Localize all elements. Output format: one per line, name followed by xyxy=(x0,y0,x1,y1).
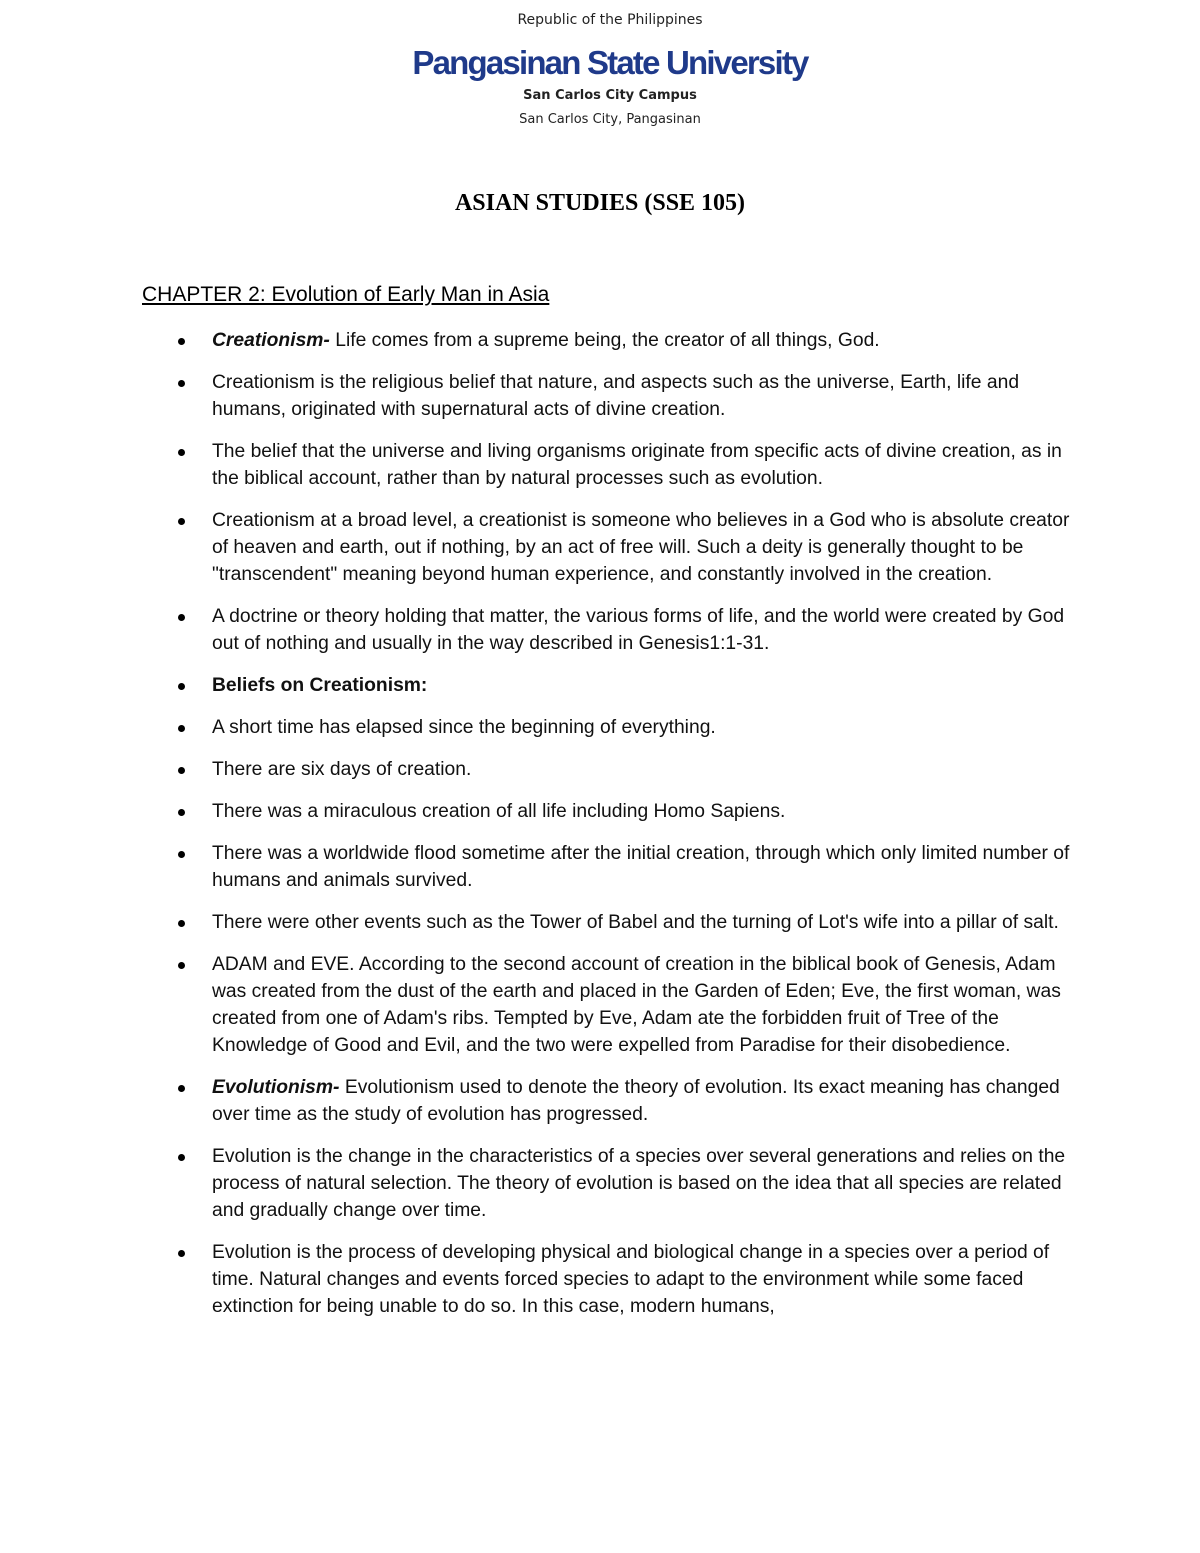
chapter-heading: CHAPTER 2: Evolution of Early Man in Asia xyxy=(142,283,550,306)
list-item xyxy=(142,909,1072,936)
list-item xyxy=(142,714,1072,741)
list-item xyxy=(142,951,1072,1059)
item-text: Creationism is the religious belief that nature, and aspects such as the universe, Earth, life and humans, originated with supernatural acts of divine creation. xyxy=(212,372,1020,420)
bullet-icon xyxy=(178,725,185,732)
item-text: The belief that the universe and living organisms originate from specific acts of divine creation, as in the biblical account, rather than by natural processes such as evolution. xyxy=(212,441,1062,489)
item-text: There was a worldwide flood sometime after the initial creation, through which only limited number of humans and animals survived. xyxy=(212,843,1070,891)
bullet-icon xyxy=(178,1250,185,1257)
list-item xyxy=(142,1239,1072,1320)
bullet-icon xyxy=(178,683,185,690)
item-text: A short time has elapsed since the beginning of everything. xyxy=(212,717,716,738)
bullet-icon xyxy=(178,767,185,774)
item-text: Evolution is the process of developing physical and biological change in a species over a period of time. Natural changes and events forced species to adapt to the environment while some faced extinction for being unable to do so. In this case, modern humans, xyxy=(212,1242,1050,1317)
letterhead-city: San Carlos City, Pangasinan xyxy=(519,112,701,127)
bullet-list xyxy=(142,327,1072,1335)
list-item xyxy=(142,507,1072,588)
item-text: There were other events such as the Tower of Babel and the turning of Lot's wife into a pillar of salt. xyxy=(212,912,1059,933)
term-label: Evolutionism- xyxy=(212,1077,340,1098)
list-item xyxy=(142,798,1072,825)
item-text: Evolutionism used to denote the theory of evolution. Its exact meaning has changed over time as the study of evolution has progressed. xyxy=(212,1077,1060,1125)
list-item xyxy=(142,1074,1072,1128)
list-item xyxy=(142,327,1072,354)
bullet-icon xyxy=(178,1085,185,1092)
university-letterhead xyxy=(330,8,890,128)
letterhead-campus: San Carlos City Campus xyxy=(523,88,697,103)
list-item xyxy=(142,756,1072,783)
bullet-icon xyxy=(178,380,185,387)
list-item xyxy=(142,438,1072,492)
bullet-icon xyxy=(178,338,185,345)
bullet-icon xyxy=(178,809,185,816)
term-label: Creationism- xyxy=(212,330,330,351)
list-item xyxy=(142,840,1072,894)
section-label: Beliefs on Creationism: xyxy=(212,675,428,696)
item-text: Life comes from a supreme being, the creator of all things, God. xyxy=(329,330,880,351)
bullet-icon xyxy=(178,518,185,525)
list-item xyxy=(142,1143,1072,1224)
list-item xyxy=(142,672,1072,699)
item-text: Evolution is the change in the characteristics of a species over several generations and relies on the process of natural selection. The theory of evolution is based on the idea that all species are related and gradually change over time. xyxy=(212,1146,1066,1221)
bullet-icon xyxy=(178,962,185,969)
item-text: There are six days of creation. xyxy=(212,759,472,780)
item-text: There was a miraculous creation of all life including Homo Sapiens. xyxy=(212,801,786,822)
course-title: ASIAN STUDIES (SSE 105) xyxy=(454,190,746,216)
bullet-icon xyxy=(178,614,185,621)
item-text: ADAM and EVE. According to the second account of creation in the biblical book of Genesis, Adam was created from the dust of the earth and placed in the Garden of Eden; Eve, the first woman, was created from one of Adam's ribs. Tempted by Eve, Adam ate the forbidden fruit of Tree of the Knowledge of Good and Evil, and the two were expelled from Paradise for their disobedience. xyxy=(212,954,1061,1056)
letterhead-university-name: Pangasinan State University xyxy=(412,44,808,81)
bullet-icon xyxy=(178,851,185,858)
list-item xyxy=(142,369,1072,423)
item-text: Creationism at a broad level, a creationist is someone who believes in a God who is absolute creator of heaven and earth, out if nothing, by an act of free will. Such a deity is generally thought to be "transcendent" meaning beyond human experience, and constantly involved in the creation. xyxy=(212,510,1070,585)
bullet-icon xyxy=(178,920,185,927)
item-text: A doctrine or theory holding that matter, the various forms of life, and the world were created by God out of nothing and usually in the way described in Genesis1:1-31. xyxy=(212,606,1065,654)
letterhead-republic: Republic of the Philippines xyxy=(517,12,703,28)
bullet-icon xyxy=(178,1154,185,1161)
list-item xyxy=(142,603,1072,657)
bullet-icon xyxy=(178,449,185,456)
